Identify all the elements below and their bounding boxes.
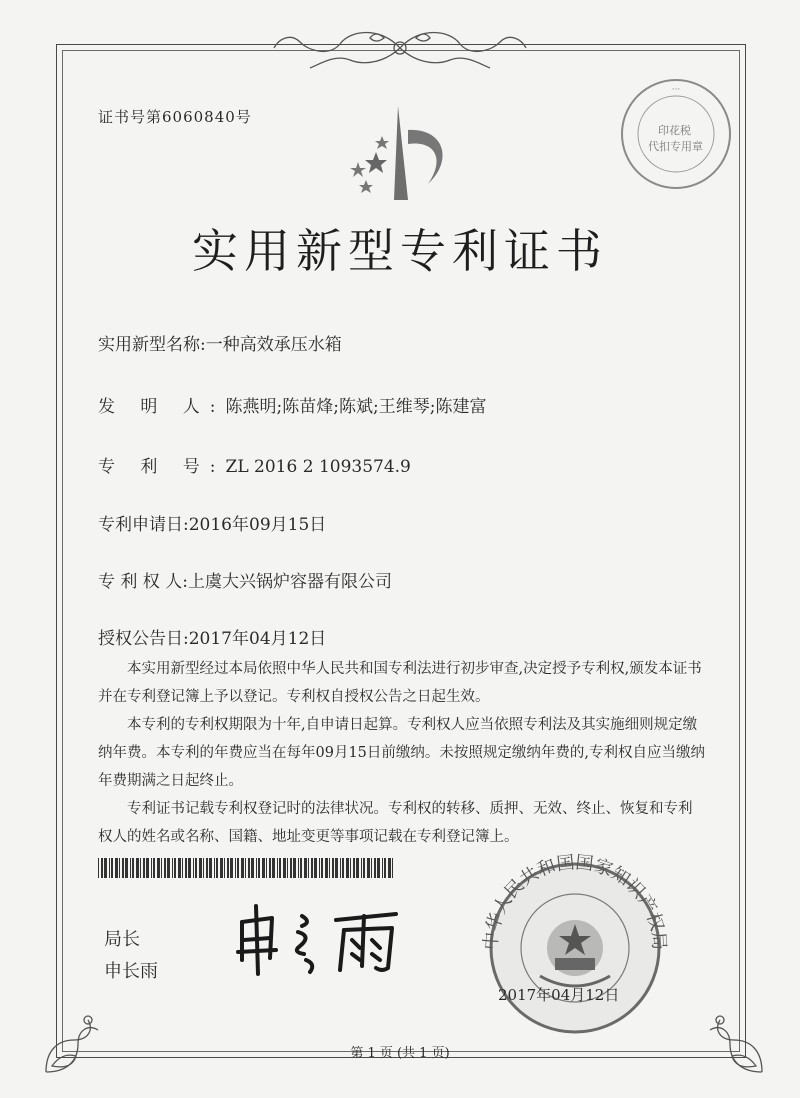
field-value: ZL 2016 2 1093574.9 bbox=[225, 457, 411, 477]
barcode-bar bbox=[272, 858, 275, 878]
barcode-bar bbox=[151, 858, 152, 878]
cnipa-logo bbox=[336, 100, 466, 210]
field-value: 陈燕明;陈苗烽;陈斌;王维琴;陈建富 bbox=[225, 397, 487, 417]
barcode-bar bbox=[182, 858, 183, 878]
barcode-bar bbox=[384, 858, 386, 878]
field-utility-model-name bbox=[98, 330, 342, 355]
barcode-bar bbox=[293, 858, 296, 878]
barcode-bar bbox=[367, 858, 370, 878]
field-inventors bbox=[98, 392, 486, 417]
barcode-bar bbox=[325, 858, 328, 878]
barcode-bar bbox=[356, 858, 359, 878]
barcode-bar bbox=[371, 858, 372, 878]
barcode-bar bbox=[178, 858, 181, 878]
field-label: 专 利 权 人: bbox=[98, 572, 188, 592]
barcode-bar bbox=[199, 858, 202, 878]
barcode-bar bbox=[206, 858, 208, 878]
field-grant-date bbox=[98, 624, 326, 649]
barcode-bar bbox=[350, 858, 351, 878]
barcode-bar bbox=[308, 858, 309, 878]
body-paragraph: 本专利的专利权期限为十年,自申请日起算。专利权人应当依照专利法及其实施细则规定缴纳年费。本专利的年费应当在每年09月15日前缴纳。未按照规定缴纳年费的,专利权自应当缴纳年费期满之日起终止。 bbox=[98, 717, 706, 789]
barcode bbox=[98, 858, 398, 878]
field-label: 发 明 人: bbox=[98, 397, 226, 417]
barcode-bar bbox=[143, 858, 145, 878]
barcode-bar bbox=[172, 858, 173, 878]
barcode-bar bbox=[300, 858, 302, 878]
barcode-bar bbox=[256, 858, 257, 878]
barcode-bar bbox=[287, 858, 288, 878]
barcode-bar bbox=[290, 858, 292, 878]
barcode-bar bbox=[279, 858, 281, 878]
barcode-bar bbox=[319, 858, 320, 878]
barcode-bar bbox=[153, 858, 155, 878]
field-patent-number bbox=[98, 452, 411, 477]
barcode-bar bbox=[353, 858, 355, 878]
barcode-bar bbox=[174, 858, 176, 878]
barcode-bar bbox=[161, 858, 162, 878]
barcode-bar bbox=[241, 858, 244, 878]
barcode-bar bbox=[119, 858, 120, 878]
barcode-bar bbox=[209, 858, 212, 878]
director-signature bbox=[228, 900, 428, 980]
barcode-bar bbox=[130, 858, 131, 878]
field-value: 上虞大兴锅炉容器有限公司 bbox=[187, 572, 392, 592]
barcode-bar bbox=[251, 858, 254, 878]
barcode-bar bbox=[101, 858, 103, 878]
barcode-bar bbox=[382, 858, 383, 878]
barcode-bar bbox=[361, 858, 362, 878]
field-patentee bbox=[98, 567, 392, 592]
barcode-bar bbox=[311, 858, 313, 878]
barcode-bar bbox=[363, 858, 365, 878]
barcode-bar bbox=[235, 858, 236, 878]
barcode-bar bbox=[104, 858, 107, 878]
barcode-bar bbox=[283, 858, 286, 878]
barcode-bar bbox=[342, 858, 344, 878]
field-label: 实用新型名称: bbox=[98, 335, 206, 355]
field-label: 专 利 号: bbox=[98, 457, 226, 477]
barcode-bar bbox=[214, 858, 215, 878]
barcode-bar bbox=[377, 858, 380, 878]
seal-date: 2017年04月12日 bbox=[498, 986, 620, 1004]
barcode-bar bbox=[332, 858, 334, 878]
barcode-bar bbox=[258, 858, 260, 878]
barcode-bar bbox=[329, 858, 330, 878]
certificate-title: 实用新型专利证书 bbox=[192, 224, 608, 278]
barcode-bar bbox=[132, 858, 134, 878]
page-number: 第 1 页 (共 1 页) bbox=[350, 1046, 450, 1061]
barcode-bar bbox=[167, 858, 170, 878]
field-value: 2016年09月15日 bbox=[188, 515, 327, 535]
field-value: 2017年04月12日 bbox=[188, 629, 327, 649]
barcode-bar bbox=[216, 858, 218, 878]
barcode-bar bbox=[157, 858, 160, 878]
certificate-number: 证书号第6060840号 bbox=[98, 108, 252, 126]
barcode-bar bbox=[266, 858, 267, 878]
barcode-bar bbox=[392, 858, 393, 878]
barcode-bar bbox=[146, 858, 149, 878]
top-ornament bbox=[270, 22, 530, 74]
barcode-bar bbox=[224, 858, 225, 878]
certificate-body bbox=[98, 655, 706, 851]
barcode-bar bbox=[314, 858, 317, 878]
barcode-bar bbox=[245, 858, 246, 878]
barcode-bar bbox=[340, 858, 341, 878]
field-value: 一种高效承压水箱 bbox=[205, 335, 342, 355]
barcode-bar bbox=[111, 858, 113, 878]
barcode-bar bbox=[298, 858, 299, 878]
barcode-bar bbox=[140, 858, 141, 878]
director-name: 申长雨 bbox=[104, 961, 158, 982]
body-paragraph: 专利证书记载专利权登记时的法律状况。专利权的转移、质押、无效、终止、恢复和专利权人的姓名或名称、国籍、地址变更等事项记载在专利登记簿上。 bbox=[98, 801, 693, 845]
barcode-bar bbox=[109, 858, 110, 878]
barcode-bar bbox=[185, 858, 187, 878]
field-application-date bbox=[98, 510, 326, 535]
barcode-bar bbox=[203, 858, 204, 878]
barcode-bar bbox=[388, 858, 391, 878]
barcode-bar bbox=[220, 858, 223, 878]
barcode-bar bbox=[248, 858, 250, 878]
barcode-bar bbox=[188, 858, 191, 878]
barcode-bar bbox=[115, 858, 118, 878]
barcode-bar bbox=[321, 858, 323, 878]
field-label: 授权公告日: bbox=[98, 629, 189, 649]
barcode-bar bbox=[136, 858, 139, 878]
barcode-bar bbox=[122, 858, 124, 878]
tax-seal-line1: 印花税 bbox=[658, 124, 691, 137]
barcode-bar bbox=[346, 858, 349, 878]
barcode-bar bbox=[262, 858, 265, 878]
barcode-bar bbox=[195, 858, 197, 878]
official-seal bbox=[470, 852, 680, 1038]
barcode-bar bbox=[304, 858, 307, 878]
barcode-bar bbox=[237, 858, 239, 878]
barcode-bar bbox=[193, 858, 194, 878]
bottom-right-ornament bbox=[690, 1000, 770, 1080]
svg-text:···: ··· bbox=[671, 85, 681, 95]
barcode-bar bbox=[277, 858, 278, 878]
barcode-bar bbox=[374, 858, 376, 878]
barcode-bar bbox=[98, 858, 99, 878]
field-label: 专利申请日: bbox=[98, 515, 189, 535]
barcode-bar bbox=[125, 858, 128, 878]
barcode-bar bbox=[335, 858, 338, 878]
barcode-bar bbox=[164, 858, 166, 878]
bottom-left-ornament bbox=[38, 1000, 118, 1080]
tax-seal-line2: 代扣专用章 bbox=[648, 140, 703, 153]
barcode-bar bbox=[230, 858, 233, 878]
body-paragraph: 本实用新型经过本局依照中华人民共和国专利法进行初步审查,决定授予专利权,颁发本证书并在专利登记簿上予以登记。专利权自授权公告之日起生效。 bbox=[98, 661, 702, 705]
barcode-bar bbox=[227, 858, 229, 878]
director-title: 局长 bbox=[104, 929, 140, 950]
seal-text: 中华人民共和国国家知识产权局 bbox=[480, 852, 670, 951]
barcode-bar bbox=[269, 858, 271, 878]
